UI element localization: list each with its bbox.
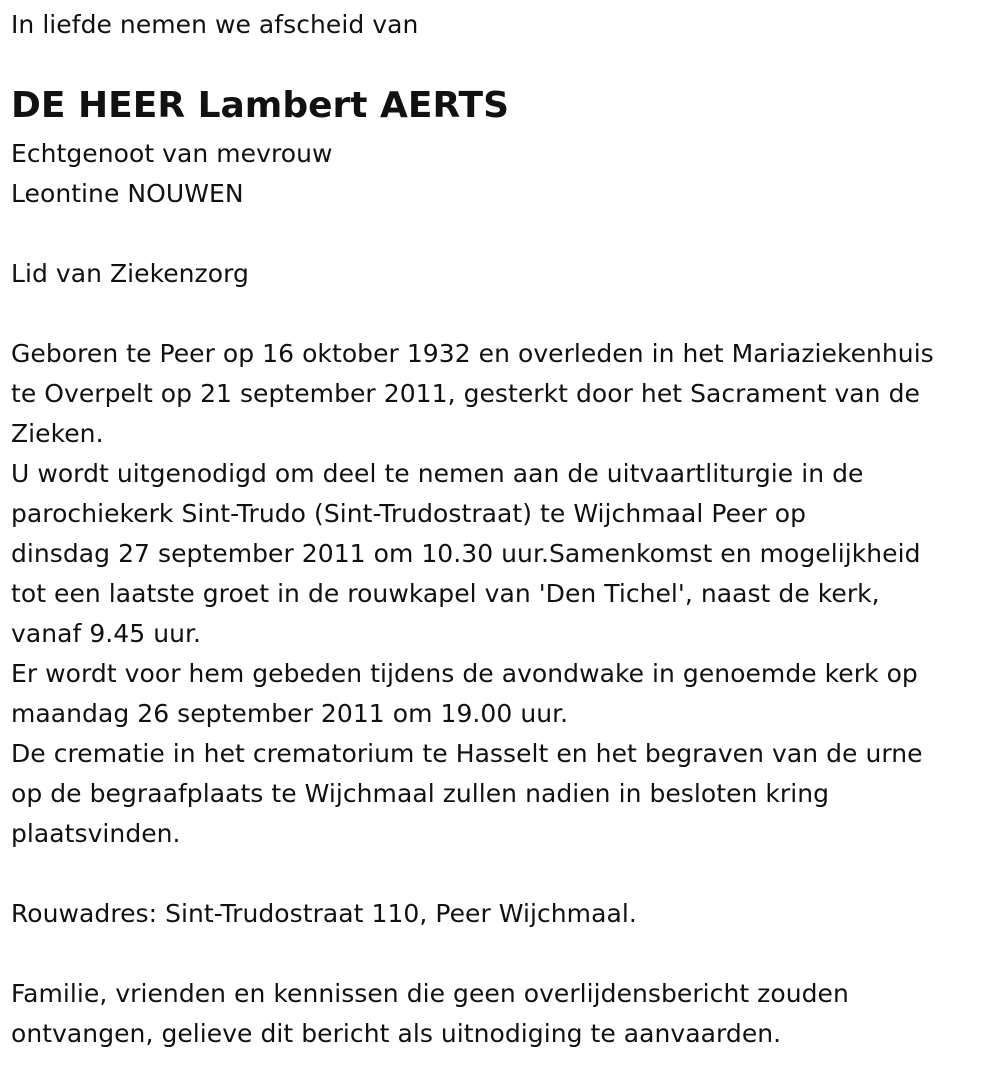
detail-line: op de begraafplaats te Wijchmaal zullen nadien in besloten kring bbox=[11, 779, 830, 808]
detail-line: Zieken. bbox=[11, 419, 104, 448]
detail-line: te Overpelt op 21 september 2011, gesterkt door het Sacrament van de bbox=[11, 379, 920, 408]
membership-text: Lid van Ziekenzorg bbox=[11, 259, 249, 288]
deceased-name: DE HEER Lambert AERTS bbox=[11, 85, 510, 126]
detail-line: plaatsvinden. bbox=[11, 819, 181, 848]
intro-text: In liefde nemen we afscheid van bbox=[11, 10, 419, 39]
funeral-details bbox=[11, 334, 934, 854]
membership-block bbox=[11, 254, 249, 294]
detail-line: dinsdag 27 september 2011 om 10.30 uur.Samenkomst en mogelijkheid bbox=[11, 539, 921, 568]
detail-line: Er wordt voor hem gebeden tijdens de avondwake in genoemde kerk op bbox=[11, 659, 918, 688]
closing-line: ontvangen, gelieve dit bericht als uitnodiging te aanvaarden. bbox=[11, 1019, 782, 1048]
detail-line: Geboren te Peer op 16 oktober 1932 en overleden in het Mariaziekenhuis bbox=[11, 339, 934, 368]
closing-block bbox=[11, 974, 849, 1054]
detail-line: U wordt uitgenodigd om deel te nemen aan de uitvaartliturgie in de bbox=[11, 459, 864, 488]
detail-line: tot een laatste groet in de rouwkapel van 'Den Tichel', naast de kerk, bbox=[11, 579, 880, 608]
detail-line: De crematie in het crematorium te Hasselt en het begraven van de urne bbox=[11, 739, 923, 768]
spouse-line: Echtgenoot van mevrouw bbox=[11, 139, 333, 168]
spouse-block bbox=[11, 134, 332, 214]
mourning-address-block bbox=[11, 894, 637, 934]
detail-line: vanaf 9.45 uur. bbox=[11, 619, 202, 648]
spouse-line: Leontine NOUWEN bbox=[11, 179, 244, 208]
detail-line: parochiekerk Sint-Trudo (Sint-Trudostraat) te Wijchmaal Peer op bbox=[11, 499, 807, 528]
closing-line: Familie, vrienden en kennissen die geen overlijdensbericht zouden bbox=[11, 979, 849, 1008]
detail-line: maandag 26 september 2011 om 19.00 uur. bbox=[11, 699, 569, 728]
mourning-address: Rouwadres: Sint-Trudostraat 110, Peer Wijchmaal. bbox=[11, 899, 637, 928]
